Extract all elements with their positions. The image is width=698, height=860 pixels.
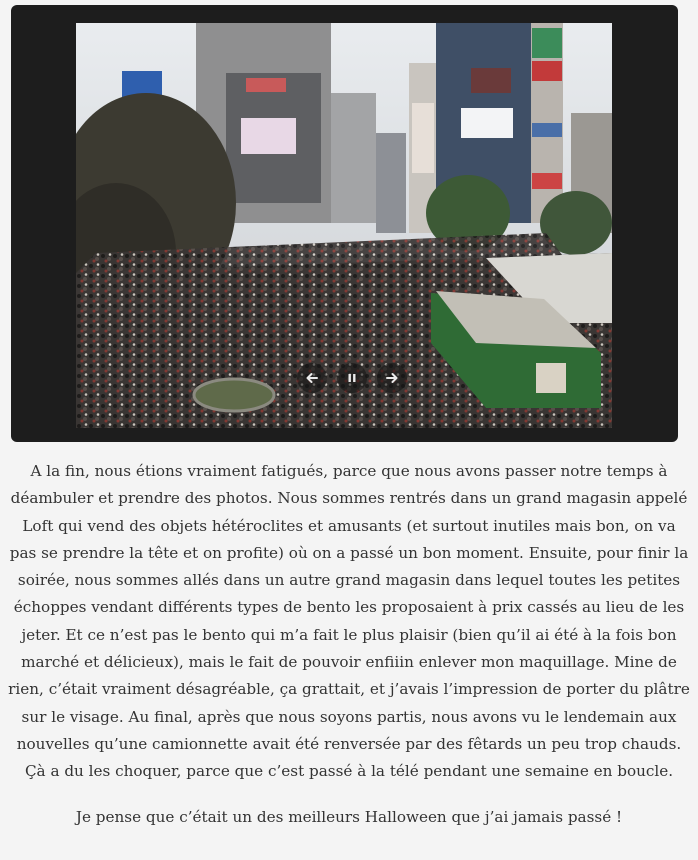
next-slide-button[interactable] xyxy=(377,363,407,393)
article-paragraph: A la fin, nous étions vraiment fatigués, parce que nous avons passer notre temps à déambuler et prendre des photos. Nous sommes rentrés dans un grand magasin appelé Loft qui vend des objets hétéroclites et amusants (et surtout inutiles mais bon, on va pas se prendre la tête et on profite) où on a passé un bon moment. Ensuite, pour finir la soirée, nous sommes allés dans un autre grand magasin dans lequel toutes les petites échoppes vendant différents types de bento les proposaient à prix cassés au lieu de les jeter. Et ce n’est pas le bento qui m’a fait le plus plaisir (bien qu’il ai été à la fois bon marché et délicieux), mais le fait de pouvoir enfiiin enlever mon maquillage. Mine de rien, c’était vraiment désagréable, ça grattait, et j’avais l’impression de porter du plâtre sur le visage. Au final, après que nous soyons partis, nous avons vu le lendemain aux nouvelles qu’une camionnette avait été renversée par des fêtards un peu trop chauds. Çà a du les choquer, parce que c’est passé à la télé pendant une semaine en boucle. xyxy=(8,462,690,781)
pause-icon xyxy=(344,370,360,386)
slideshow-controls xyxy=(297,363,407,393)
arrow-right-icon xyxy=(384,370,400,386)
photo-slideshow xyxy=(11,5,678,442)
pause-slideshow-button[interactable] xyxy=(337,363,367,393)
arrow-left-icon xyxy=(304,370,320,386)
slideshow-photo[interactable] xyxy=(76,23,612,428)
previous-slide-button[interactable] xyxy=(297,363,327,393)
article-closing-paragraph: Je pense que c’était un des meilleurs Halloween que j’ai jamais passé ! xyxy=(75,807,623,826)
article-body xyxy=(8,458,690,831)
